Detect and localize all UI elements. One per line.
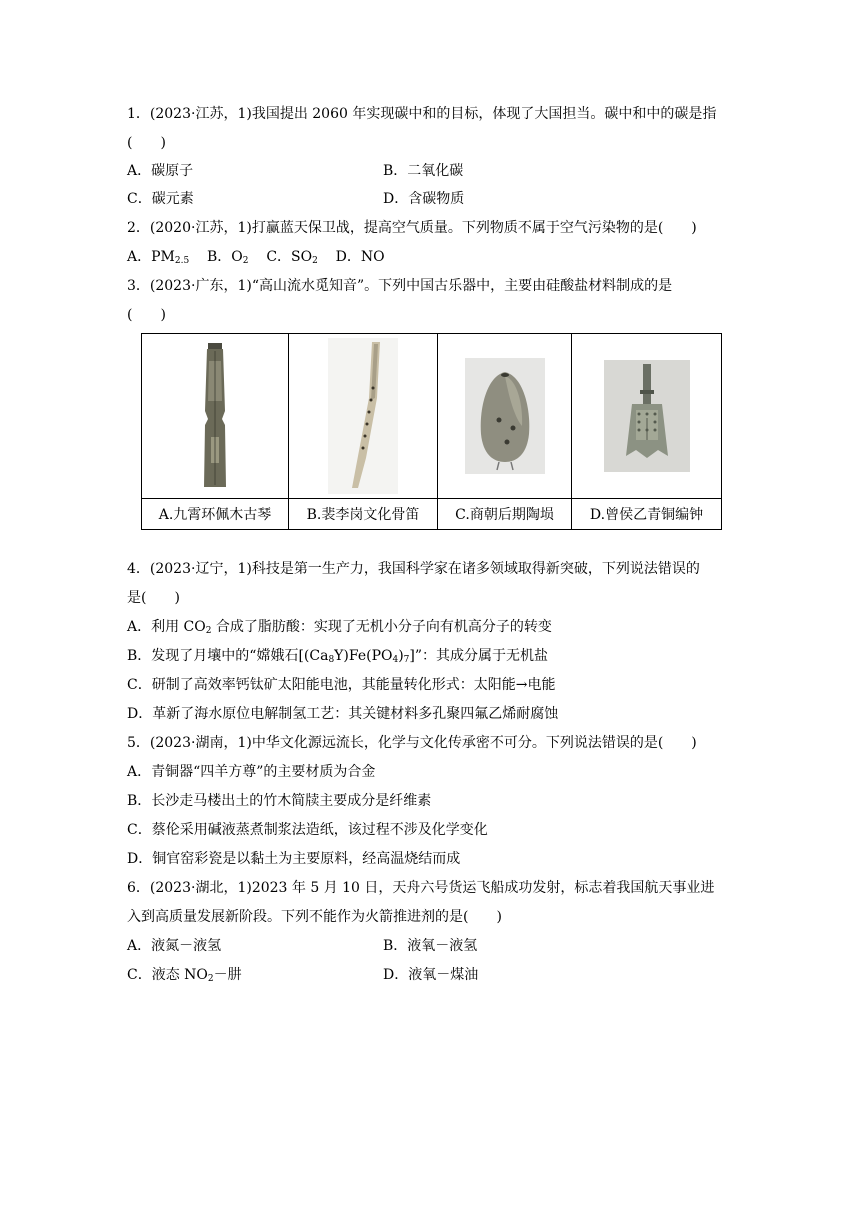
q6-stem-line1: 6．(2023·湖北，1)2023 年 5 月 10 日，天舟六号货运飞船成功发射，标志着我国航天事业进 [127,880,715,896]
q6-stem-line2: 入到高质量发展新阶段。下列不能作为火箭推进剂的是( ) [127,909,502,925]
bronze-bell-image [604,360,690,472]
caption-b: B.裴李岗文化骨笛 [289,499,438,530]
q3-stem-line1: 3．(2023·广东，1)“高山流水觅知音”。下列中国古乐器中，主要由硅酸盐材料制成的是 [127,278,673,294]
q6-option-d: D．液氧－煤油 [383,967,479,983]
bronze-bell-cell [572,334,722,499]
q3-stem-line2: ( ) [127,307,166,323]
q4-option-d: D．革新了海水原位电解制氢工艺：其关键材料多孔聚四氟乙烯耐腐蚀 [127,706,559,722]
q2-option-a: A．$PM_{2.5}$ [127,249,190,266]
q6-option-a: A．液氮－液氢 [127,938,222,954]
caption-c: C.商朝后期陶埙 [438,499,572,530]
q4-stem-line1: 4．(2023·辽宁，1)科技是第一生产力，我国科学家在诸多领域取得新突破，下列说法错误的 [127,561,700,577]
q5-option-b: B．长沙走马楼出土的竹木简牍主要成分是纤维素 [127,793,432,809]
q6-option-c: C．液态 $NO_2-$肼 [127,967,242,984]
q5-option-a: A．青铜器“四羊方尊”的主要材质为合金 [127,764,376,780]
caption-a: A.九霄环佩木古琴 [142,499,289,530]
q6-option-b: B．液氧－液氢 [383,938,478,954]
q2-option-b: B．$O_2$ [207,249,249,266]
q1-option-d: D．含碳物质 [383,191,465,207]
q5-option-d: D．铜官窑彩瓷是以黏土为主要原料，经高温烧结而成 [127,851,461,867]
bone-flute-image [328,338,398,494]
q2-options [127,247,385,271]
q2-option-d: D．NO [335,249,385,265]
q4-option-c: C．研制了高效率钙钛矿太阳能电池，其能量转化形式：太阳能→电能 [127,677,556,693]
guqin-cell [142,334,289,499]
q1-option-a: A．碳原子 [127,163,194,179]
q2-stem: 2．(2020·江苏，1)打赢蓝天保卫战，提高空气质量。下列物质不属于空气污染物的是( ) [127,220,697,236]
caption-d: D.曾侯乙青铜编钟 [572,499,722,530]
q4-stem-line2: 是( ) [127,590,180,606]
xun-image [465,358,545,474]
bone-flute-cell [289,334,438,499]
q1-stem-line2: ( ) [127,135,166,151]
q4-option-a: A．利用 $CO_2$ 合成了脂肪酸：实现了无机小分子向有机高分子的转变 [127,619,552,636]
q5-stem: 5．(2023·湖南，1)中华文化源远流长，化学与文化传承密不可分。下列说法错误的是( ) [127,735,697,751]
guqin-image [195,341,235,491]
xun-cell [438,334,572,499]
q1-option-c: C．碳元素 [127,191,194,207]
q2-option-c: C．$SO_2$ [266,249,318,266]
q1-stem-line1: 1．(2023·江苏，1)我国提出 2060 年实现碳中和的目标，体现了大国担当。碳中和中的碳是指 [127,106,717,122]
instrument-table [141,333,722,530]
q5-option-c: C．蔡伦采用碱液蒸煮制浆法造纸，该过程不涉及化学变化 [127,822,488,838]
q1-option-b: B．二氧化碳 [383,163,464,179]
q4-option-b: B．发现了月壤中的“嫦娥石$[(Ca_8Y)Fe(PO_4)_7]$”：其成分属于无机盐 [127,648,549,665]
